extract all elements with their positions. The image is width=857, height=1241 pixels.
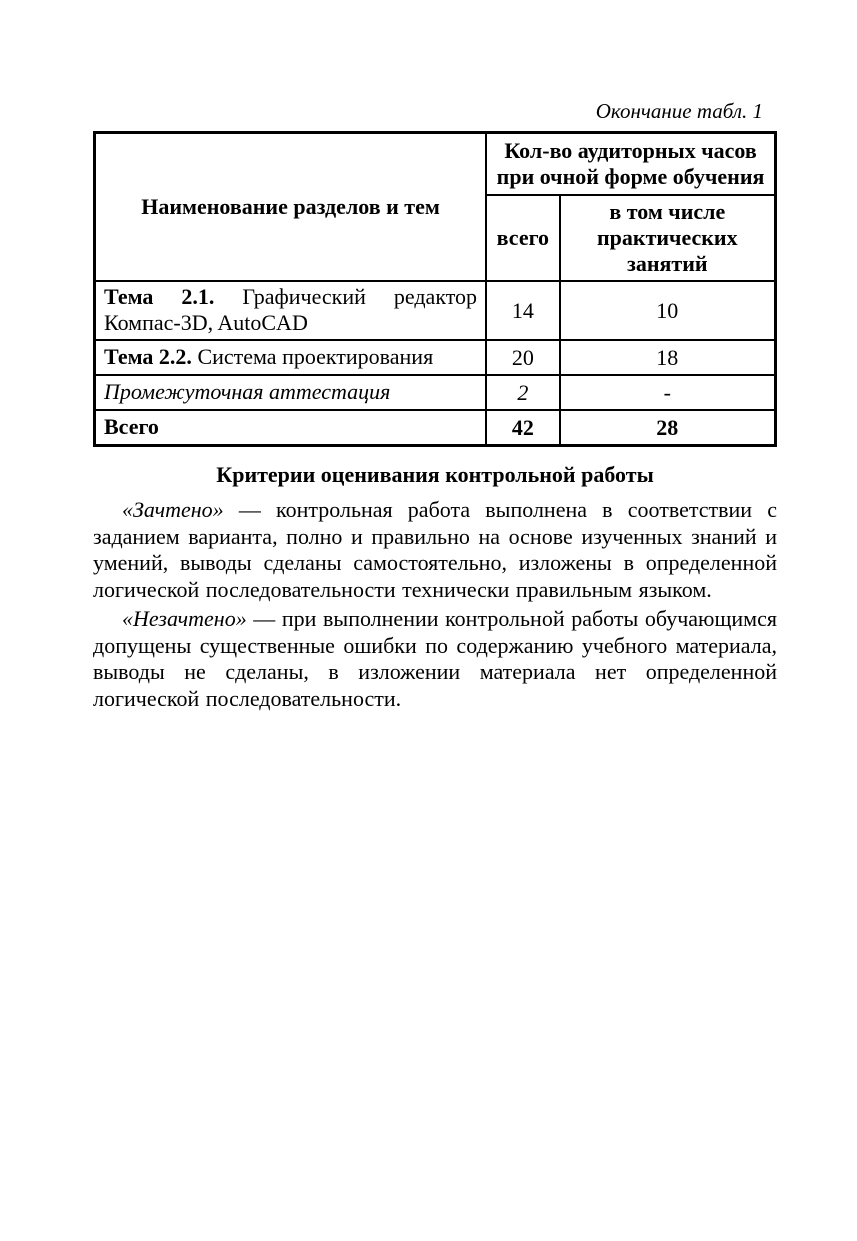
header-name-column: Наименование разделов и тем (95, 133, 487, 282)
row-total-cell: 14 (486, 281, 560, 340)
table-row-attestation (95, 375, 776, 410)
criteria-heading: Критерии оценивания контрольной работы (216, 462, 654, 487)
table-row-total (95, 410, 776, 446)
row-name-text: Графический редактор Компас-3D, AutoCAD (104, 284, 478, 335)
row-practical-cell: 10 (560, 281, 776, 340)
table-row-tema-2-2 (95, 340, 776, 375)
header-practical-column: в том числе практических занятий (560, 195, 776, 281)
row-practical-cell: 18 (560, 340, 776, 375)
header-total-column: всего (486, 195, 560, 281)
criteria-paragraph-nezachteno (93, 606, 777, 712)
row-practical-cell: - (560, 375, 776, 410)
paragraph-text: — контрольная работа выполнена в соответствии с заданием варианта, полно и правильно на основе изученных знаний и умений, выводы сделаны самостоятельно, изложены в определенной логической последовательности технически правильным языком. (93, 497, 777, 602)
hours-table (93, 131, 777, 447)
row-name-lead: Всего (104, 414, 159, 439)
row-name-cell (95, 375, 487, 410)
row-total-cell: 42 (486, 410, 560, 446)
table-continuation-note: Окончание табл. 1 (595, 99, 763, 123)
row-name-cell (95, 281, 487, 340)
row-name-lead: Тема 2.2. (104, 344, 192, 369)
paragraph-text: — при выполнении контрольной работы обучающимся допущены существенные ошибки по содержанию учебного материала, выводы не сделаны, в изложении материала нет определенной логической последовательности. (93, 606, 777, 711)
row-total-cell: 2 (486, 375, 560, 410)
row-name-cell (95, 340, 487, 375)
row-name-lead: Тема 2.1. (104, 284, 215, 309)
header-hours-group: Кол-во аудиторных часов при очной форме обучения (486, 133, 775, 196)
row-practical-cell: 28 (560, 410, 776, 446)
row-name-text: Промежуточная аттестация (104, 379, 391, 404)
grade-label-zachteno: «Зачтено» (122, 497, 224, 522)
grade-label-nezachteno: «Незачтено» (122, 606, 247, 631)
row-total-cell: 20 (486, 340, 560, 375)
row-name-cell (95, 410, 487, 446)
table-row-tema-2-1 (95, 281, 776, 340)
criteria-paragraph-zachteno (93, 497, 777, 603)
page-content (93, 0, 777, 715)
row-name-text: Система проектирования (191, 344, 434, 369)
hours-table-header (95, 133, 776, 282)
